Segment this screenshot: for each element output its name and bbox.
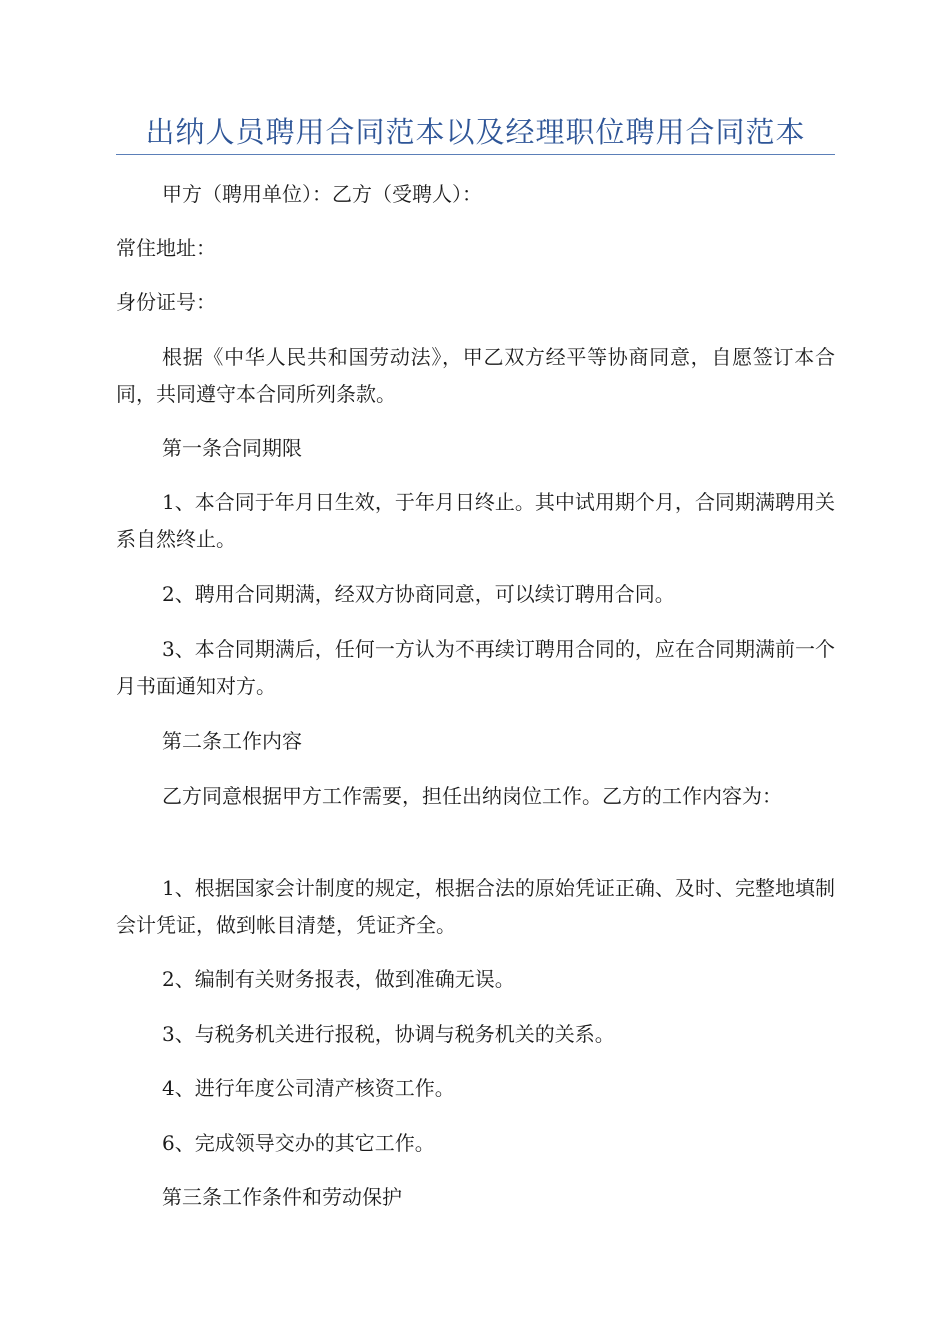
article-1-item-3: 3、本合同期满后，任何一方认为不再续订聘用合同的，应在合同期满前一个月书面通知对方。 (116, 637, 835, 698)
article-1-item-2: 2、聘用合同期满，经双方协商同意，可以续订聘用合同。 (162, 582, 675, 606)
article-1-heading: 第一条合同期限 (162, 436, 302, 460)
article-2-heading: 第二条工作内容 (162, 729, 302, 753)
article-2-item-3: 3、与税务机关进行报税，协调与税务机关的关系。 (162, 1022, 615, 1046)
id-number-line: 身份证号： (116, 290, 216, 314)
article-2-item-1: 1、根据国家会计制度的规定，根据合法的原始凭证正确、及时、完整地填制会计凭证，做到帐目清楚，凭证齐全。 (116, 876, 835, 937)
article-2-intro: 乙方同意根据甲方工作需要，担任出纳岗位工作。乙方的工作内容为： (162, 784, 782, 808)
address-line: 常住地址： (116, 236, 216, 260)
document-title: 出纳人员聘用合同范本以及经理职位聘用合同范本 (145, 115, 806, 149)
party-line: 甲方（聘用单位）：乙方（受聘人）： (162, 182, 482, 206)
article-2-item-6: 6、完成领导交办的其它工作。 (162, 1131, 435, 1155)
article-1-item-1: 1、本合同于年月日生效，于年月日终止。其中试用期个月，合同期满聘用关系自然终止。 (116, 490, 835, 551)
article-2-item-2: 2、编制有关财务报表，做到准确无误。 (162, 967, 515, 991)
title-underline (116, 154, 835, 155)
preamble-paragraph: 根据《中华人民共和国劳动法》，甲乙双方经平等协商同意，自愿签订本合同，共同遵守本合同所列条款。 (116, 345, 835, 406)
article-3-heading: 第三条工作条件和劳动保护 (162, 1185, 402, 1209)
article-2-item-4: 4、进行年度公司清产核资工作。 (162, 1076, 455, 1100)
